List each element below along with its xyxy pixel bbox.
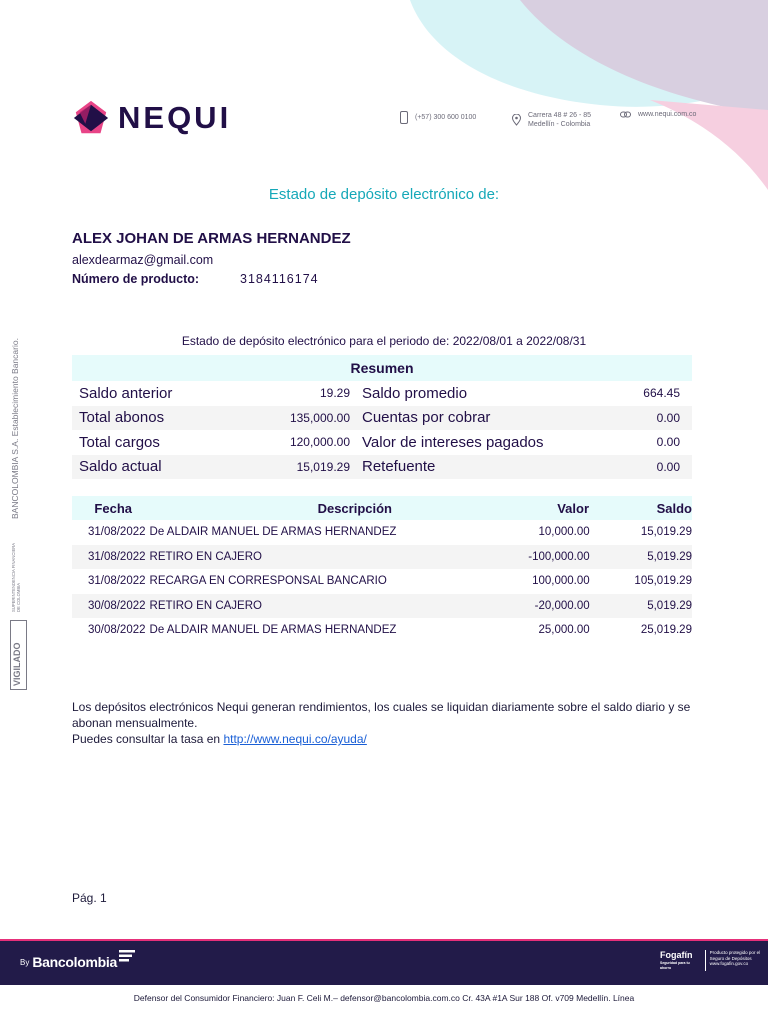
summary-value: 0.00 [656,410,680,425]
table-row [72,569,692,594]
page-number: Pág. 1 [72,891,107,905]
summary-value: 135,000.00 [289,410,350,425]
tx-value: -100,000.00 [528,550,590,563]
bancolombia-name: Bancolombia [32,954,117,970]
column-header-balance: Saldo [656,500,692,516]
client-name: ALEX JOHAN DE ARMAS HERNANDEZ [72,230,351,247]
transactions-header [72,496,692,520]
summary-label: Valor de intereses pagados [362,433,544,451]
column-header-date: Fecha [94,500,132,516]
tx-value: 100,000.00 [532,575,590,588]
tx-date: 30/08/2022 [87,599,146,612]
summary-label: Saldo anterior [79,384,173,402]
column-header-description: Descripción [317,500,392,516]
product-number-label: Número de producto: [72,272,200,286]
summary-value: 664.45 [643,386,680,401]
tx-value: 25,000.00 [538,624,590,637]
phone-text: (+57) 300 600 0100 [415,114,477,121]
tx-description: RECARGA EN CORRESPONSAL BANCARIO [149,575,387,588]
bancolombia-stripes-icon [119,950,135,962]
table-row [72,545,692,570]
tx-value: 10,000.00 [538,526,590,539]
tx-description: RETIRO EN CAJERO [149,550,262,563]
fogafin-subtitle: Seguridad para tu ahorro [660,961,690,970]
tx-value: -20,000.00 [534,599,590,612]
summary-value: 15,019.29 [296,459,350,474]
address-line-2: Medellín - Colombia [528,121,591,128]
table-row [72,520,692,545]
tx-balance: 5,019.29 [647,550,692,563]
tx-balance: 25,019.29 [640,624,692,637]
client-email: alexdearmaz@gmail.com [72,253,214,267]
summary-label: Saldo promedio [362,384,468,402]
summary-label: Retefuente [362,458,436,476]
summary-value: 120,000.00 [289,435,350,450]
column-header-value: Valor [557,500,589,516]
tx-balance: 105,019.29 [634,575,692,588]
tx-description: De ALDAIR MANUEL DE ARMAS HERNANDEZ [149,624,397,637]
summary-label: Saldo actual [79,458,162,476]
bancolombia-logo [20,950,135,970]
summary-label: Cuentas por cobrar [362,409,491,427]
statement-period: Estado de depósito electrónico para el periodo de: 2022/08/01 a 2022/08/31 [181,334,587,348]
document-title: Estado de depósito electrónico de: [268,186,500,203]
superintendencia-line-1: SUPERINTENDENCIA FINANCIERA [11,542,16,612]
summary-row [72,455,692,480]
note-link-line [72,731,692,747]
summary-label: Total abonos [79,409,165,427]
summary-label: Total cargos [79,433,160,451]
superintendencia-text [11,543,21,612]
summary-value: 0.00 [656,459,680,474]
summary-row [72,406,692,431]
tx-balance: 5,019.29 [647,599,692,612]
fogafin-logo [660,950,706,971]
tx-description: De ALDAIR MANUEL DE ARMAS HERNANDEZ [149,526,397,539]
table-row [72,594,692,619]
brand-name: NEQUI [118,100,232,135]
summary-row [72,381,692,406]
nequi-logo-icon [72,98,110,138]
help-link[interactable]: http://www.nequi.co/ayuda/ [223,732,367,746]
fogafin-name: Fogafín [660,950,693,960]
tx-description: RETIRO EN CAJERO [149,599,262,612]
summary-value: 19.29 [319,386,350,401]
product-number: 3184116174 [240,272,319,286]
fogafin-badge [660,950,768,971]
contact-address [512,111,591,129]
consumer-defender-text: Defensor del Consumidor Financiero: Juan F. Celi M.– defensor@bancolombia.com.co Cr. 43A #1A Sur 188 Of. v709 Medellín. Línea [133,993,635,1003]
address-line-1: Carrera 48 # 26 - 85 [528,112,592,119]
transactions-table [72,496,692,643]
table-row [72,618,692,643]
contact-website [620,111,696,118]
summary-value: 0.00 [656,435,680,450]
summary-row [72,430,692,455]
tx-date: 31/08/2022 [87,526,146,539]
tx-date: 31/08/2022 [87,550,146,563]
nequi-logo [72,98,231,138]
summary-heading: Resumen [72,355,692,381]
fogafin-text [706,950,768,971]
tx-balance: 15,019.29 [640,526,692,539]
superintendencia-line-2: DE COLOMBIA [16,582,21,612]
tx-date: 30/08/2022 [87,624,146,637]
header-decoration [0,0,768,190]
summary-table [72,355,692,479]
bank-legal-text: BANCOLOMBIA S.A. Establecimiento Bancario. [10,338,20,519]
link-icon [620,111,631,118]
note-link-prefix: Puedes consultar la tasa en [72,732,224,746]
interest-note [72,699,692,747]
contact-phone [400,111,476,124]
note-text: Los depósitos electrónicos Nequi generan rendimientos, los cuales se liquidan diariamente sobre el saldo diario y se abonan mensualmente. [72,700,691,730]
website-text[interactable]: www.nequi.com.co [638,111,697,118]
vigilado-text: VIGILADO [12,642,22,686]
fogafin-url: www.fogafin.gov.co [709,961,749,966]
by-label: By [20,958,30,967]
tx-date: 31/08/2022 [87,575,146,588]
phone-icon [400,111,408,124]
location-pin-icon [512,114,521,126]
fogafin-description: Producto protegido por el Seguro de Depósitos [709,950,761,961]
